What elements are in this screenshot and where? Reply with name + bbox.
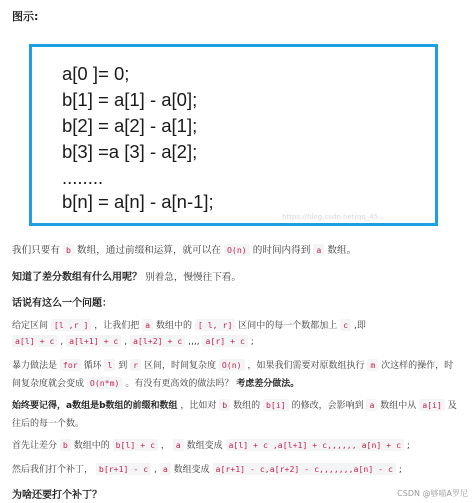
heading-problem: 话说有这么一个问题： <box>12 298 112 309</box>
section-label: 图示: <box>12 10 39 23</box>
inline-code: b[r+1] - c <box>96 463 151 475</box>
bold-text: 始终要记得，a数组是b数组的前缀和数组 <box>12 401 178 411</box>
text: 数组中的 <box>73 441 110 451</box>
text: 我们只要有 <box>12 245 60 256</box>
diagram-line-1: a[0 ]= 0; <box>62 63 130 84</box>
inline-code: a[l+2] + c <box>130 335 185 347</box>
bold-text: 考虑差分做法。 <box>236 379 300 389</box>
inline-code: c <box>340 319 351 331</box>
text: 的修改，会影响到 <box>291 401 364 411</box>
inline-code: b <box>60 439 71 451</box>
text: ; <box>250 337 254 347</box>
text: ，让我们把 <box>94 321 140 331</box>
inline-code: [ l, r] <box>195 319 236 331</box>
text: 循环 <box>83 361 102 371</box>
text: ; <box>398 465 402 475</box>
footer-watermark: CSDN @够喵A罗尼 <box>397 489 468 498</box>
text: 。有没有更高效的做法吗？ <box>125 379 234 389</box>
text: 数组中的 <box>155 321 192 331</box>
diagram-line-3: b[2] = a[2] - a[1]; <box>62 115 198 136</box>
paragraph-prefix-sum <box>12 242 356 256</box>
text: 次这样的操作，时 <box>381 361 454 371</box>
text: 数组，通过前缀和运算，就可以在 <box>77 245 221 256</box>
text: ，比如对 <box>180 401 217 411</box>
diagram-line-5: ........ <box>62 167 104 188</box>
text: 然后我们打个补丁， <box>12 465 94 475</box>
inline-code: r <box>130 359 141 371</box>
heading-why-patch: 为啥还要打个补丁？ <box>12 490 102 501</box>
text: 间复杂度就会变成 <box>12 379 85 389</box>
inline-code: O(n) <box>219 359 245 371</box>
inline-code: [l ,r ] <box>51 319 92 331</box>
inline-code: a <box>313 244 324 256</box>
text: 到 <box>118 361 128 371</box>
text: 区间中的每一个数都加上 <box>238 321 338 331</box>
diagram-line-2: b[1] = a[1] - a[0]; <box>62 89 198 110</box>
inline-code: a[r] + c <box>202 335 247 347</box>
text: ， <box>160 441 170 451</box>
inline-code: m <box>367 359 378 371</box>
text: 及 <box>447 401 457 411</box>
paragraph-first-step <box>12 438 410 451</box>
text: , <box>124 337 128 347</box>
paragraph-patch-step <box>12 462 402 475</box>
text: ,即 <box>353 321 366 331</box>
text: 给定区间 <box>12 321 49 331</box>
text: 数组变成 <box>173 465 210 475</box>
inline-code: a[l] + c ,a[l+1] + c,,,,,, a[n] + c <box>226 439 405 451</box>
paragraph-prefix-relation <box>12 398 457 429</box>
diagram-line-4: b[3] =a [3] - a[2]; <box>62 141 198 162</box>
inline-code: a[i] <box>419 399 445 411</box>
diagram-line-6: b[n] = a[n] - a[n-1]; <box>62 191 214 212</box>
text: 数组。 <box>327 245 357 256</box>
text: 首先让差分 <box>12 441 58 451</box>
inline-code: b <box>63 244 74 256</box>
heading-usage <box>12 268 241 283</box>
inline-code: a <box>366 399 377 411</box>
text: 数组变成 <box>186 441 223 451</box>
inline-code: a <box>173 439 184 451</box>
inline-code: a <box>142 319 153 331</box>
inline-code: a[l+1] + c <box>66 335 121 347</box>
inline-code: a <box>160 463 171 475</box>
text: ，如果我们需要对原数组执行 <box>247 361 365 371</box>
text: 别着急，慢慢往下看。 <box>145 272 241 283</box>
diagram-watermark: https://blog.csdn.net/qq_45... <box>282 213 385 221</box>
text: ; <box>406 441 410 451</box>
text: , <box>60 337 64 347</box>
diagram-box <box>29 44 438 226</box>
text: 数组中从 <box>380 401 417 411</box>
inline-code: b[i] <box>263 399 289 411</box>
inline-code: b[l] + c <box>113 439 158 451</box>
paragraph-problem-statement <box>12 318 366 347</box>
inline-code: O(n) <box>224 244 250 256</box>
bold-text: 知道了差分数组有什么用呢？ <box>12 272 142 283</box>
inline-code: O(n*m) <box>87 377 123 389</box>
text: 的时间内得到 <box>252 245 311 256</box>
inline-code: l <box>104 359 115 371</box>
text: , <box>154 465 157 475</box>
inline-code: b <box>219 399 230 411</box>
inline-code: a[r+1] - c,a[r+2] - c,,,,,,,a[n] - c <box>213 463 396 475</box>
inline-code: for <box>60 359 81 371</box>
inline-code: a[l] + c <box>12 335 57 347</box>
text: ,,,, <box>188 337 200 347</box>
text: 数组的 <box>233 401 261 411</box>
text: 往后的每一个数。 <box>12 419 85 429</box>
text: 区间，时间复杂度 <box>143 361 216 371</box>
paragraph-brute-force <box>12 358 453 389</box>
text: 暴力做法是 <box>12 361 58 371</box>
